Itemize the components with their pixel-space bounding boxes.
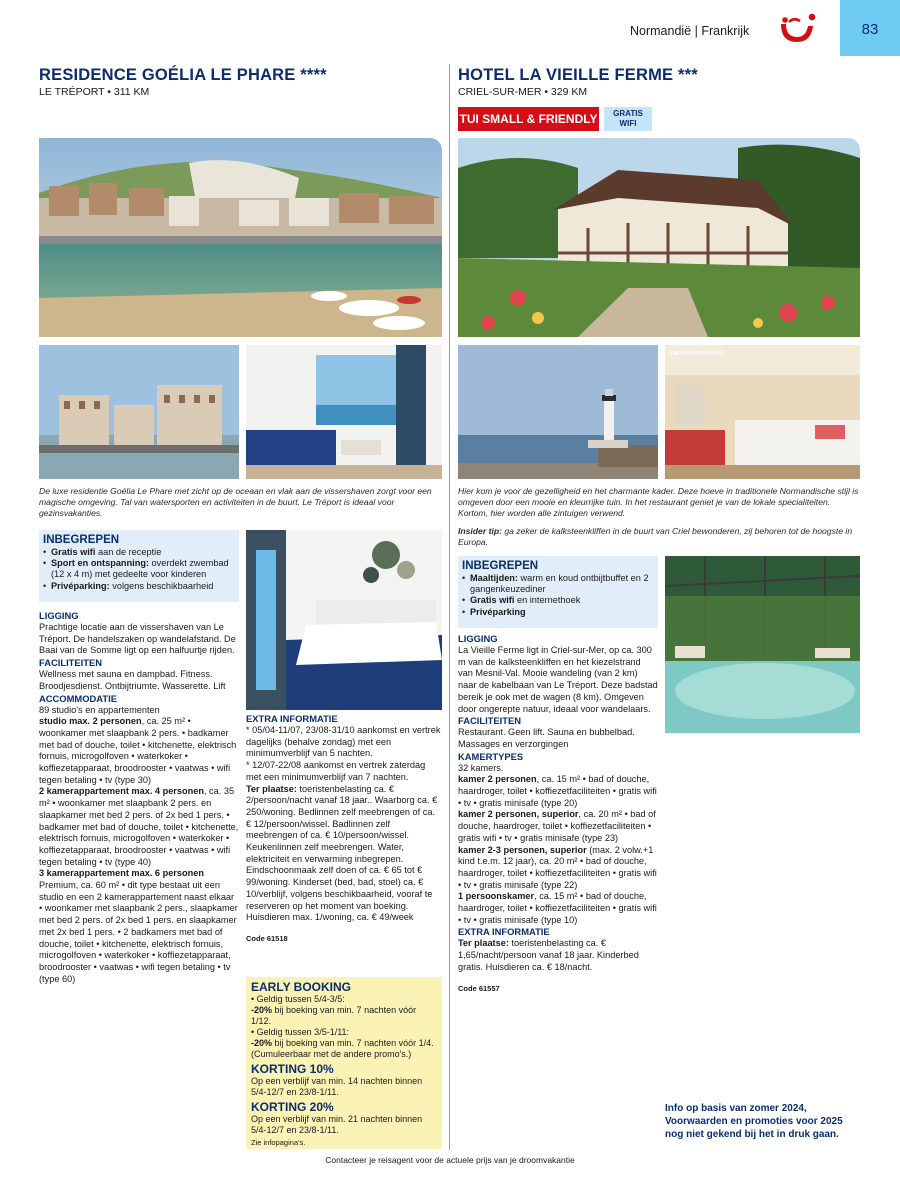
extra-ter-plaatse-left	[246, 784, 442, 924]
korting20-title: KORTING 20%	[251, 1100, 334, 1114]
footer-note: Contacteer je reisagent voor de actuele prijs van je droomvakantie	[325, 1155, 575, 1165]
photo-farmhouse	[458, 138, 860, 337]
header-region: Normandië | Frankrijk	[630, 24, 750, 38]
info-line3: nog niet gekend bij het in druk gaan.	[665, 1129, 839, 1140]
photo-hotel-room	[665, 345, 860, 479]
early-text2: bij boeking van min. 7 nachten vóór 1/4.	[272, 1038, 434, 1048]
accommodation-unit-name: 3 kamerappartement max. 6 personen	[39, 868, 204, 879]
promo-box	[246, 977, 442, 1149]
extra-info-left	[246, 713, 442, 943]
extra-ter-plaatse-right	[458, 938, 658, 973]
extra-note1: * 05/04-11/07, 23/08-31/10 aankomst en vertrek dagelijks (behalve zondag) met een minimumverblijf van 5 nachten.	[246, 725, 441, 759]
ter-label-left: Ter plaatse:	[246, 783, 297, 794]
early-disc1: -20%	[251, 1005, 273, 1015]
included-box-right	[458, 556, 658, 628]
room-type-name: 1 persoonskamer	[458, 891, 535, 902]
ligging-text-right: La Vieille Ferme ligt in Criel-sur-Mer, op ca. 300 m van de kalksteenkliffen en het kiezelstrand van Mesnil-Val. Mooie wandeling (van 2 km) naar de kabelbaan van Le Tréport. Deze badstad bereik je ook met de wagen (8 km). Omgeven door ongerepte natuur, ideaal voor wandelaars.	[458, 645, 658, 714]
badge-free-wifi	[604, 107, 652, 131]
early-line4	[251, 1038, 437, 1049]
korting20-text: Op een verblijf van min. 21 nachten binnen 5/4-12/7 en 23/8-1/11.	[251, 1114, 423, 1135]
included-left-item-label: Sport en ontspanning:	[51, 558, 149, 569]
korting10-text: Op een verblijf van min. 14 nachten binnen 5/4-12/7 en 23/8-1/11.	[251, 1076, 423, 1097]
early-disc2: -20%	[251, 1038, 273, 1048]
photo-bedroom	[246, 530, 442, 710]
accommodation-unit	[39, 716, 239, 786]
faciliteiten-text-right: Restaurant. Geen lift. Sauna en bubbelbad. Massages en verzorgingen	[458, 727, 635, 749]
early-line5: (Cumuleerbaar met de andere promo's.)	[251, 1049, 412, 1059]
hotel-location-left: LE TRÉPORT • 311 KM	[39, 86, 150, 98]
photo-label-room: kamervoorbeeld	[669, 348, 723, 357]
photo-harbour	[39, 138, 442, 337]
included-right-item	[462, 607, 652, 618]
accommodation-unit	[39, 868, 239, 985]
included-right-item-label: Maaltijden:	[470, 573, 518, 583]
included-list-left	[43, 547, 233, 592]
extra-note2: * 12/07-22/08 aankomst en vertrek zaterdag met een minimumverblijf van 7 nachten.	[246, 760, 426, 782]
info-line2: Voorwaarden en promoties voor 2025	[665, 1116, 843, 1127]
tui-logo-icon	[776, 12, 820, 46]
room-type	[458, 774, 658, 809]
included-left-item-label: Privéparking:	[51, 580, 110, 591]
photo-lighthouse	[458, 345, 658, 479]
hotel-title-right: HOTEL LA VIEILLE FERME ***	[458, 66, 698, 84]
insider-tip-text: ga zeker de kalksteenkliffen in de buurt van Criel bewonderen, zij behoren tot de hoogste in Europa.	[458, 526, 853, 547]
included-right-item-text: warm en koud ontbijtbuffet en 2 gangenkeuzediner	[470, 573, 649, 595]
ter-text-left: toeristenbelasting ca. € 2/persoon/nacht vanaf 18 jaar.. Waarborg ca. € 250/woning. Bedlinnen zelf meebrengen of ca. € 12/persoon/wissel. Badlinnen zelf meebrengen of ca. € 10/persoon/wissel. Keukenlinnen zelf meebrengen. Water, elektriciteit en verwarming inbegrepen. Eindschoonmaak zelf doen of ca. € 65 tot € 99/woning. Kinderset (bed, bad, stoel) ca. € 10/verblijf, volgens beschikbaarheid, vooraf te reserveren op het moment van boeking. Huisdieren max. 1/woning, ca. € 49/week	[246, 783, 438, 923]
room-type-name: kamer 2 personen	[458, 774, 537, 785]
accommodation-unit	[39, 786, 239, 868]
included-right-item-text: en internethoek	[514, 595, 581, 606]
accommodatie-intro: 89 studio's en appartementen	[39, 704, 160, 715]
early-line1: • Geldig tussen 5/4-3/5:	[251, 994, 345, 1004]
included-right-item	[462, 595, 652, 606]
faciliteiten-text-left: Wellness met sauna en dampbad. Fitness. Broodjesdienst. Ontbijtriumte. Wasserette. Lift	[39, 669, 226, 691]
column-divider	[449, 64, 450, 1150]
included-left-item-text: volgens beschikbaarheid	[109, 580, 214, 591]
early-booking-title: EARLY BOOKING	[251, 980, 352, 994]
code-right: Code 61557	[458, 983, 500, 993]
caption-right: Hier kom je voor de gezelligheid en het charmante kader. Deze hoeve in traditionele Normandische stijl is omgeven door een mooie en kleurrijke tuin. In het restaurant geniet je van de lokale specialiteiten. Kortom, hier worden alle zintuigen verwend.	[458, 486, 859, 518]
included-left-item	[43, 558, 233, 580]
hotel-location-right: CRIEL-SUR-MER • 329 KM	[458, 86, 588, 98]
faciliteiten-title-left: FACILITEITEN	[39, 657, 103, 669]
accommodation-unit-details: , ca. 25 m² • woonkamer met slaapbank 2 pers. • badkamer met bad of douche, toilet • kitchenette, elektrisch fornuis, microgolfoven • waterkoker • koffiezetapparaat, broodrooster • vaatwas • wifi tegen betaling • tv (type 30)	[39, 716, 237, 785]
room-type	[458, 809, 658, 844]
room-type-details: , ca. 20 m² • bad of douche, haardroger, toilet • koffiezetfaciliteiten • gratis wifi • tv • gratis minisafe (type 23)	[458, 809, 656, 843]
included-box-left	[39, 530, 239, 602]
room-type-details: , ca. 15 m² • bad of douche, haardroger, toilet • koffiezetfaciliteiten • gratis wifi • tv • gratis minisafe (type 10)	[458, 891, 657, 925]
included-left-item-label: Gratis wifi	[51, 547, 96, 557]
right-info-column	[458, 633, 658, 993]
caption-left: De luxe residentie Goélia Le Phare met zicht op de oceaan en vlak aan de vissershaven zorgt voor een magische omgeving. Tal van watersporten en activiteiten in de buurt. Le Tréport is ideaal voor gezinsvakanties.	[39, 486, 432, 518]
code-left: Code 61518	[246, 933, 288, 943]
badge-small-friendly: TUI SMALL & FRIENDLY	[458, 107, 599, 131]
accommodation-unit-details: Premium, ca. 60 m² • dit type bestaat uit een studio en een 2 kamerappartement naast elkaar • woonkamer met slaapbank 2 pers., slaapkamer met bed 2 pers. of 2x bed 1 pers. en slaapkamer met 2x bed 1 pers. • 2 badkamers met bad of douche, toilet • kitchenette, elektrisch fornuis, microgolfoven • waterkoker • koffiezetapparaat, broodrooster • vaatwas • wifi tegen betaling • tv (type 60)	[39, 880, 238, 984]
promo-note: Zie infopagina's.	[251, 1138, 306, 1147]
included-list-right	[462, 573, 652, 618]
included-left-item	[43, 547, 233, 558]
room-type-name: kamer 2 personen, superior	[458, 809, 579, 820]
included-left-item-text: aan de receptie	[95, 547, 162, 557]
ligging-text-left: Prachtige locatie aan de vissershaven van Le Tréport. De handelszaken op wandelafstand. De Baai van de Somme ligt op een halfuurtje rijden.	[39, 622, 236, 656]
badge-wifi-line2: WIFI	[619, 119, 637, 128]
ter-text-right: toeristenbelasting ca. € 1,65/nacht/persoon vanaf 18 jaar. Kinderbed gratis. Huisdieren ca. € 18/nacht.	[458, 938, 639, 972]
accommodation-unit-name: studio max. 2 personen	[39, 716, 142, 727]
ligging-title-right: LIGGING	[458, 633, 498, 644]
photo-residence-exterior	[39, 345, 239, 479]
included-title-left: INBEGREPEN	[43, 534, 120, 546]
early-line3: • Geldig tussen 3/5-1/11:	[251, 1027, 350, 1037]
korting10-title: KORTING 10%	[251, 1062, 334, 1076]
photo-living-room	[246, 345, 442, 479]
kamertypes-title: KAMERTYPES	[458, 750, 524, 762]
included-left-item	[43, 581, 233, 592]
ligging-title-left: LIGGING	[39, 610, 79, 621]
page-number-tab	[840, 0, 900, 56]
faciliteiten-title-right: FACILITEITEN	[458, 715, 522, 727]
early-line2	[251, 1005, 437, 1027]
photo-wellness	[665, 556, 860, 733]
extra-title-left: EXTRA INFORMATIE	[246, 713, 338, 724]
room-type	[458, 845, 658, 892]
accommodation-unit-name: 2 kamerappartement max. 4 personen	[39, 786, 204, 797]
insider-tip-label: Insider tip:	[458, 526, 502, 536]
included-title-right: INBEGREPEN	[462, 560, 539, 572]
extra-title-right: EXTRA INFORMATIE	[458, 926, 550, 938]
kamertypes-units	[458, 774, 658, 926]
room-type-details: (max. 2 volw.+1 kind t.e.m. 12 jaar), ca. 20 m² • bad of douche, haardroger, toilet • koffiezetfaciliteiten • gratis wifi • tv • gratis minisafe (type 22)	[458, 844, 657, 890]
included-right-item	[462, 573, 652, 595]
insider-tip	[458, 526, 858, 548]
included-right-item-label: Gratis wifi	[470, 595, 515, 606]
info-line1: Info op basis van zomer 2024,	[665, 1103, 807, 1114]
room-type-details: , ca. 15 m² • bad of douche, haardroger, toilet • koffiezetfaciliteiten • gratis wifi • tv • gratis minisafe (type 20)	[458, 774, 657, 808]
included-right-item-label: Privéparking	[470, 606, 526, 617]
page-number: 83	[861, 21, 879, 38]
hotel-title-left: RESIDENCE GOÉLIA LE PHARE ****	[39, 66, 327, 84]
accommodatie-title: ACCOMMODATIE	[39, 692, 117, 704]
room-type	[458, 891, 658, 926]
included-left-item-text: overdekt zwembad (12 x 4 m) met gedeelte voor kinderen	[51, 558, 229, 580]
early-text1: bij boeking van min. 7 nachten vóór 1/12.	[251, 1005, 417, 1026]
room-type-name: kamer 2-3 personen, superior	[458, 844, 587, 855]
accommodatie-units	[39, 716, 239, 985]
badge-wifi-line1: GRATIS	[613, 109, 643, 118]
info-note	[665, 1102, 865, 1141]
kamertypes-intro: 32 kamers.	[458, 762, 504, 773]
accommodation-unit-details: , ca. 35 m² • woonkamer met slaapbank 2 pers. en slaapkamer met bed 2 pers. of 2x bed 1 pers. • badkamer met bad of douche, toilet • kitchenette, elektrisch fornuis, microgolfoven • waterkoker • koffiezetapparaat, broodrooster • vaatwas • wifi tegen betaling • tv (type 40)	[39, 786, 239, 867]
left-info-column	[39, 610, 239, 985]
ter-label-right: Ter plaatse:	[458, 938, 509, 949]
